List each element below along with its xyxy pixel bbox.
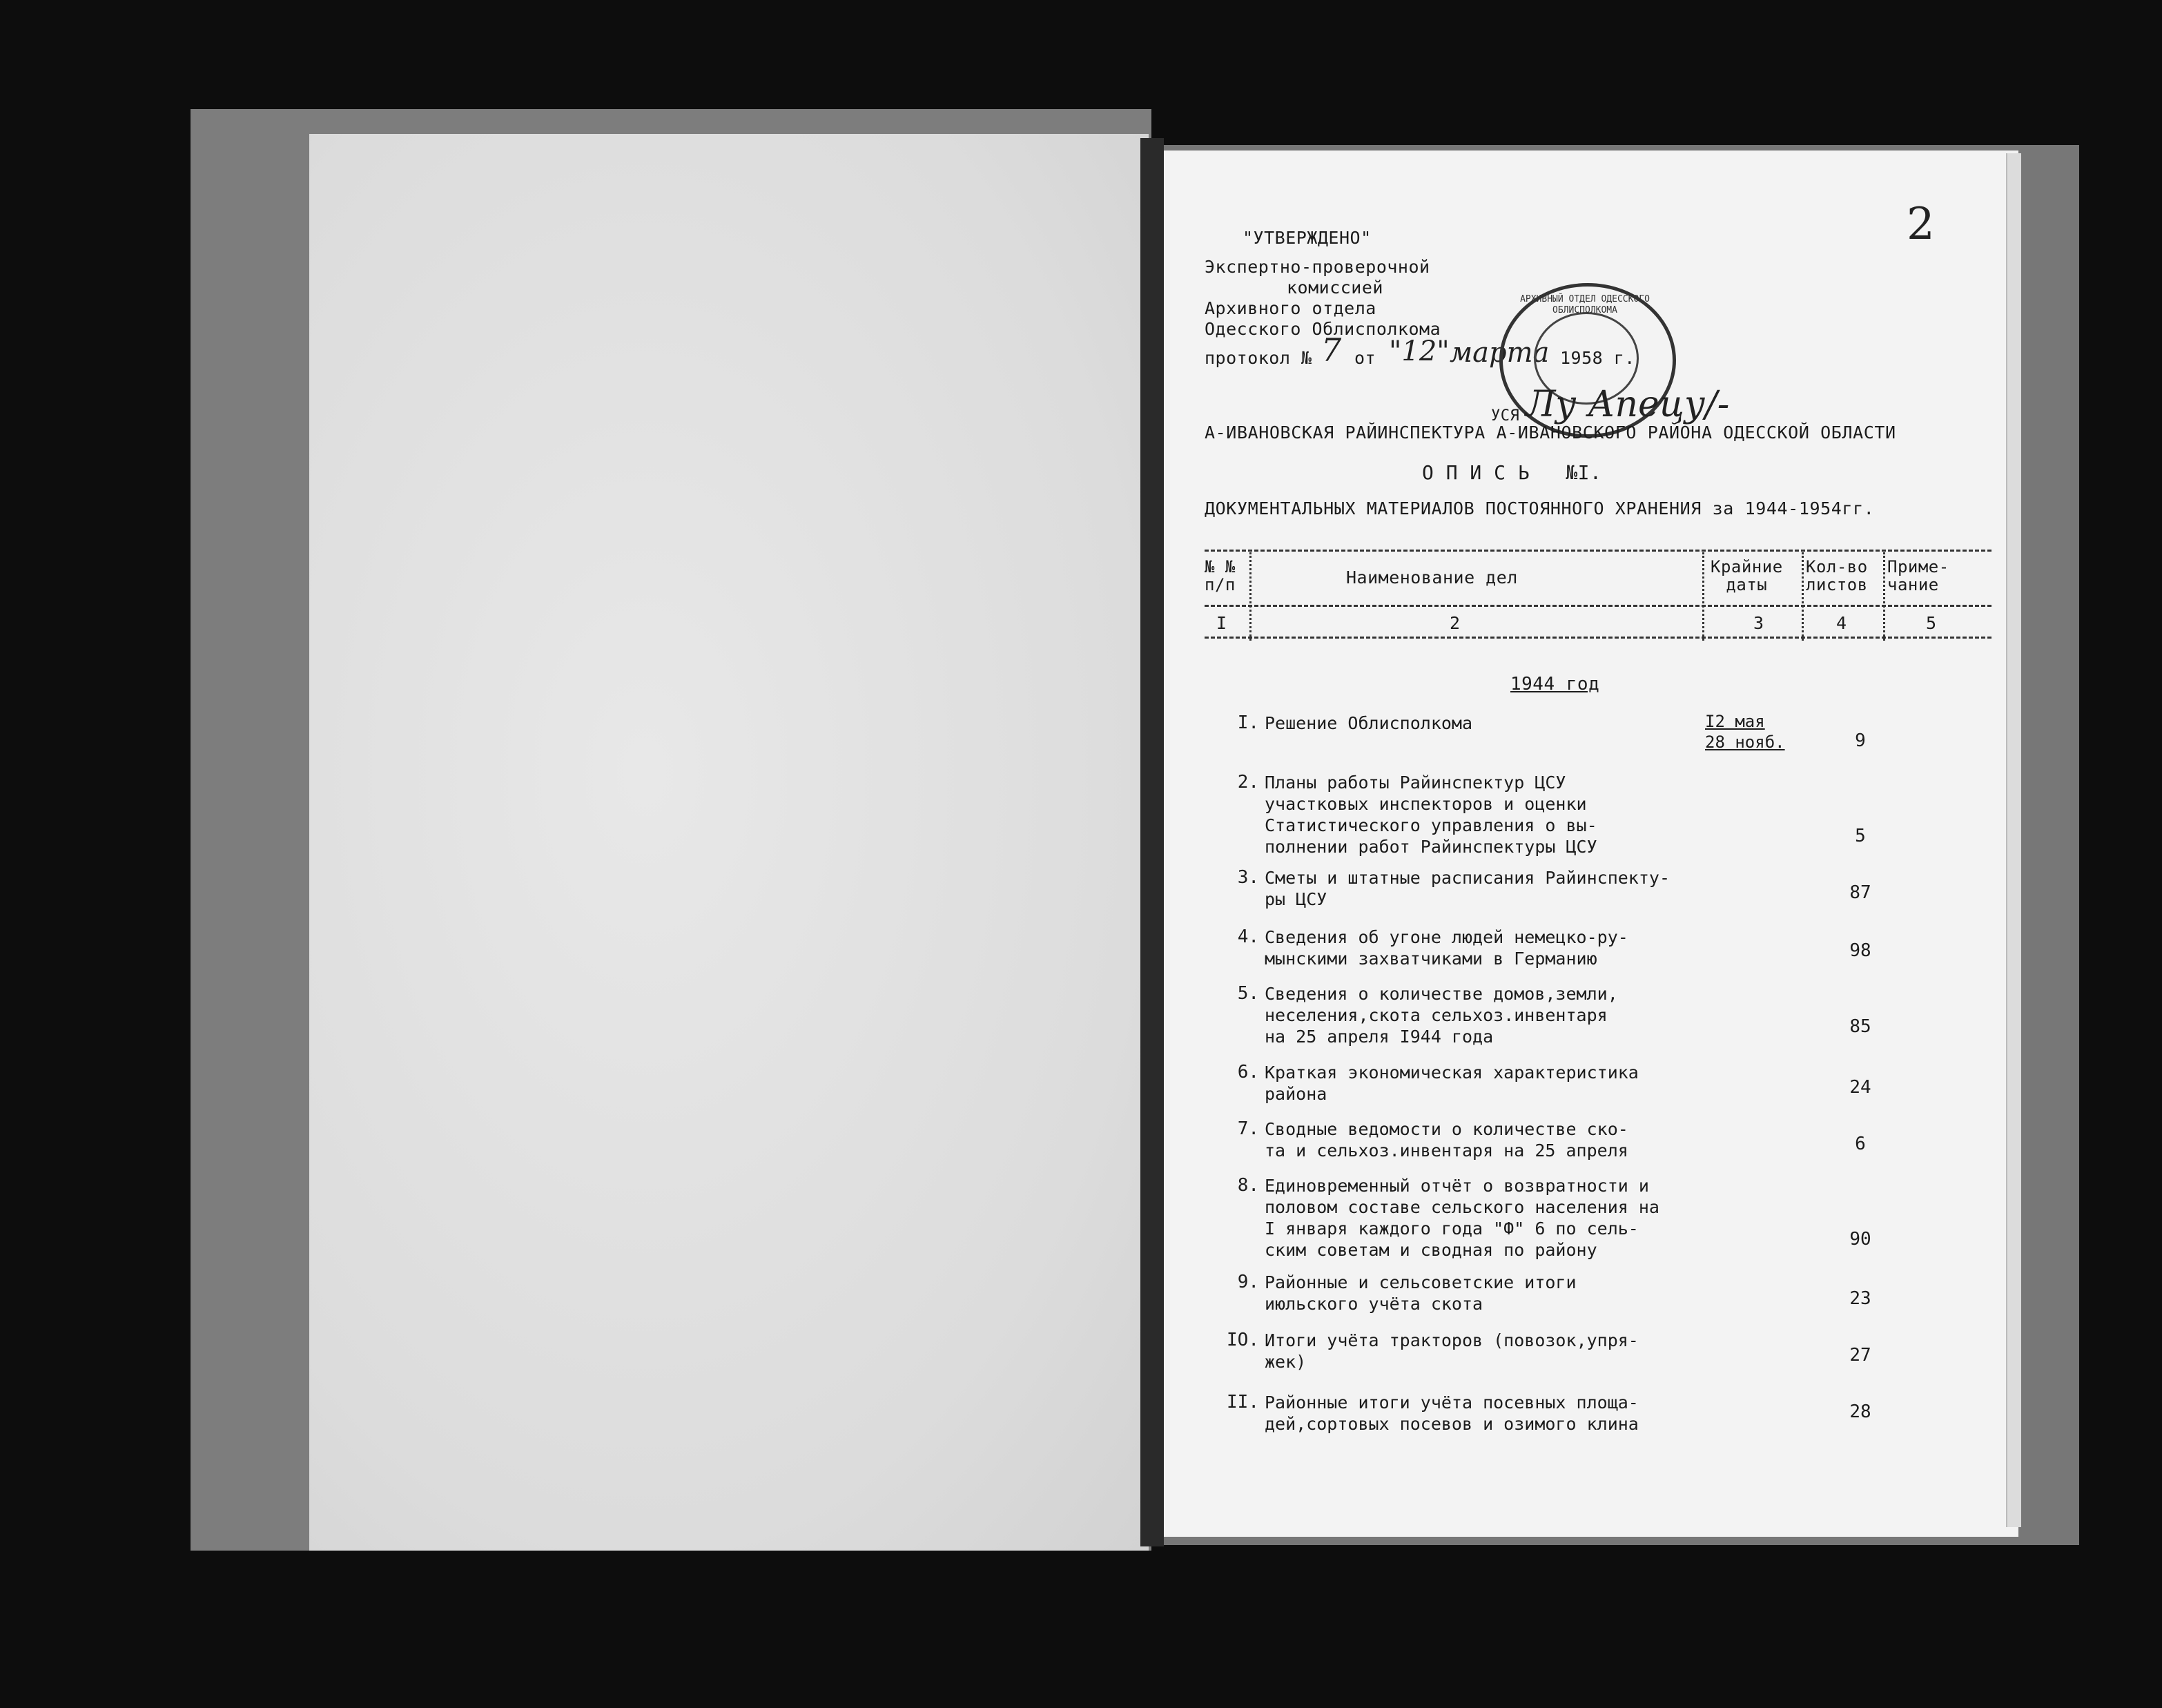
item-sheets: 24 (1849, 1077, 1871, 1098)
item-number: 2. (1237, 772, 1259, 793)
item-title: Сметы и штатные расписания Райинспекту- ры ЦСУ (1265, 868, 1670, 909)
protocol-year: 1958 г. (1560, 348, 1635, 368)
opis-title: О П И С Ь №I. (1422, 461, 1602, 484)
protocol-number: 7 (1321, 331, 1342, 369)
col-divider (1883, 552, 1885, 641)
item-title: Сведения об угоне людей немецко-ру- мынскими захватчиками в Германию (1265, 927, 1628, 969)
item-number: 7. (1237, 1118, 1259, 1139)
item-sheets: 6 (1855, 1134, 1866, 1154)
header-num: 3 (1753, 613, 1764, 633)
header-col-notes: Приме- чание (1887, 557, 1949, 594)
header-num: 5 (1926, 613, 1937, 633)
item-sheets: 87 (1849, 882, 1871, 903)
approval-line: комиссией (1287, 278, 1383, 298)
header-col-title: Наименование дел (1346, 567, 1518, 588)
item-sheets: 28 (1849, 1401, 1871, 1422)
protocol-month: марта (1450, 337, 1550, 369)
item-sheets: 27 (1849, 1345, 1871, 1366)
binder-spine (1140, 138, 1164, 1546)
header-num: 2 (1450, 613, 1461, 633)
page-number: 2 (1907, 199, 1935, 250)
item-title: Решение Облисполкома (1265, 713, 1473, 733)
approval-title: "УТВЕРЖДЕНО" (1243, 228, 1372, 248)
item-number: 3. (1237, 867, 1259, 888)
item-sheets: 85 (1849, 1016, 1871, 1037)
col-divider (1802, 552, 1804, 641)
table-rule-mid (1205, 605, 1991, 607)
item-sheets: 5 (1855, 826, 1866, 846)
col-divider (1249, 552, 1252, 641)
item-title: Районные и сельсоветские итоги июльского учёта скота (1265, 1272, 1577, 1314)
organization-title: А-ИВАНОВСКАЯ РАЙИНСПЕКТУРА А-ИВАНОВСКОГО РАЙОНА ОДЕССКОЙ ОБЛАСТИ (1205, 423, 1896, 443)
item-number: 6. (1237, 1062, 1259, 1083)
protocol-day: "12" (1389, 336, 1450, 367)
item-sheets: 90 (1849, 1229, 1871, 1250)
protocol-label: протокол № (1205, 348, 1312, 368)
item-title: Сведения о количестве домов,земли, неселения,скота сельхоз.инвентаря на 25 апреля I944 года (1265, 984, 1618, 1047)
header-col-dates: Крайние даты (1711, 557, 1783, 594)
table-rule-bottom (1205, 637, 1991, 639)
item-dates: I2 мая 28 нояб. (1705, 712, 1785, 752)
approval-line: Архивного отдела (1205, 298, 1376, 318)
item-number: IO. (1227, 1330, 1259, 1350)
protocol-from-label: от (1354, 348, 1376, 368)
approval-line: Одесского Облисполкома (1205, 319, 1441, 339)
table-rule-top (1205, 550, 1991, 552)
header-num: 4 (1836, 613, 1847, 633)
header-num: I (1216, 613, 1227, 633)
item-number: II. (1227, 1392, 1259, 1413)
item-title: Итоги учёта тракторов (повозок,упря- жек) (1265, 1330, 1639, 1372)
item-number: 5. (1237, 983, 1259, 1004)
item-sheets: 23 (1849, 1288, 1871, 1309)
item-number: 4. (1237, 926, 1259, 947)
header-col-number: № № п/п (1205, 557, 1236, 594)
col-divider (1702, 552, 1704, 641)
item-title: Сводные ведомости о количестве ско- та и сельхоз.инвентаря на 25 апреля (1265, 1119, 1628, 1161)
signature-prefix: УСЯ (1491, 407, 1520, 425)
item-title: Планы работы Райинспектур ЦСУ участковых инспекторов и оценки Статистического управления о вы- полнении работ Райинспектуры ЦСУ (1265, 773, 1597, 857)
item-number: I. (1237, 712, 1259, 733)
item-number: 8. (1237, 1175, 1259, 1196)
signature: Лу Апецу/- (1526, 384, 1730, 425)
year-heading: 1944 год (1510, 674, 1600, 695)
item-title: Краткая экономическая характеристика района (1265, 1062, 1639, 1104)
blank-left-page (309, 134, 1149, 1551)
opis-subtitle: ДОКУМЕНТАЛЬНЫХ МАТЕРИАЛОВ ПОСТОЯННОГО ХРАНЕНИЯ за 1944-1954гг. (1205, 498, 1875, 518)
header-col-sheets: Кол-во листов (1806, 557, 1868, 594)
item-sheets: 98 (1849, 940, 1871, 961)
item-sheets: 9 (1855, 730, 1866, 751)
item-number: 9. (1237, 1272, 1259, 1292)
page-edges (2006, 153, 2021, 1527)
item-title: Единовременный отчёт о возвратности и половом составе сельского населения на I января каждого года "Ф" 6 по сель- ским советам и сводная по району (1265, 1176, 1659, 1260)
approval-line: Экспертно-проверочной (1205, 257, 1430, 277)
seal-text: АРХИВНЫЙ ОТДЕЛ ОДЕССКОГО ОБЛИСПОЛКОМА (1520, 294, 1650, 316)
item-title: Районные итоги учёта посевных площа- дей,сортовых посевов и озимого клина (1265, 1392, 1639, 1434)
